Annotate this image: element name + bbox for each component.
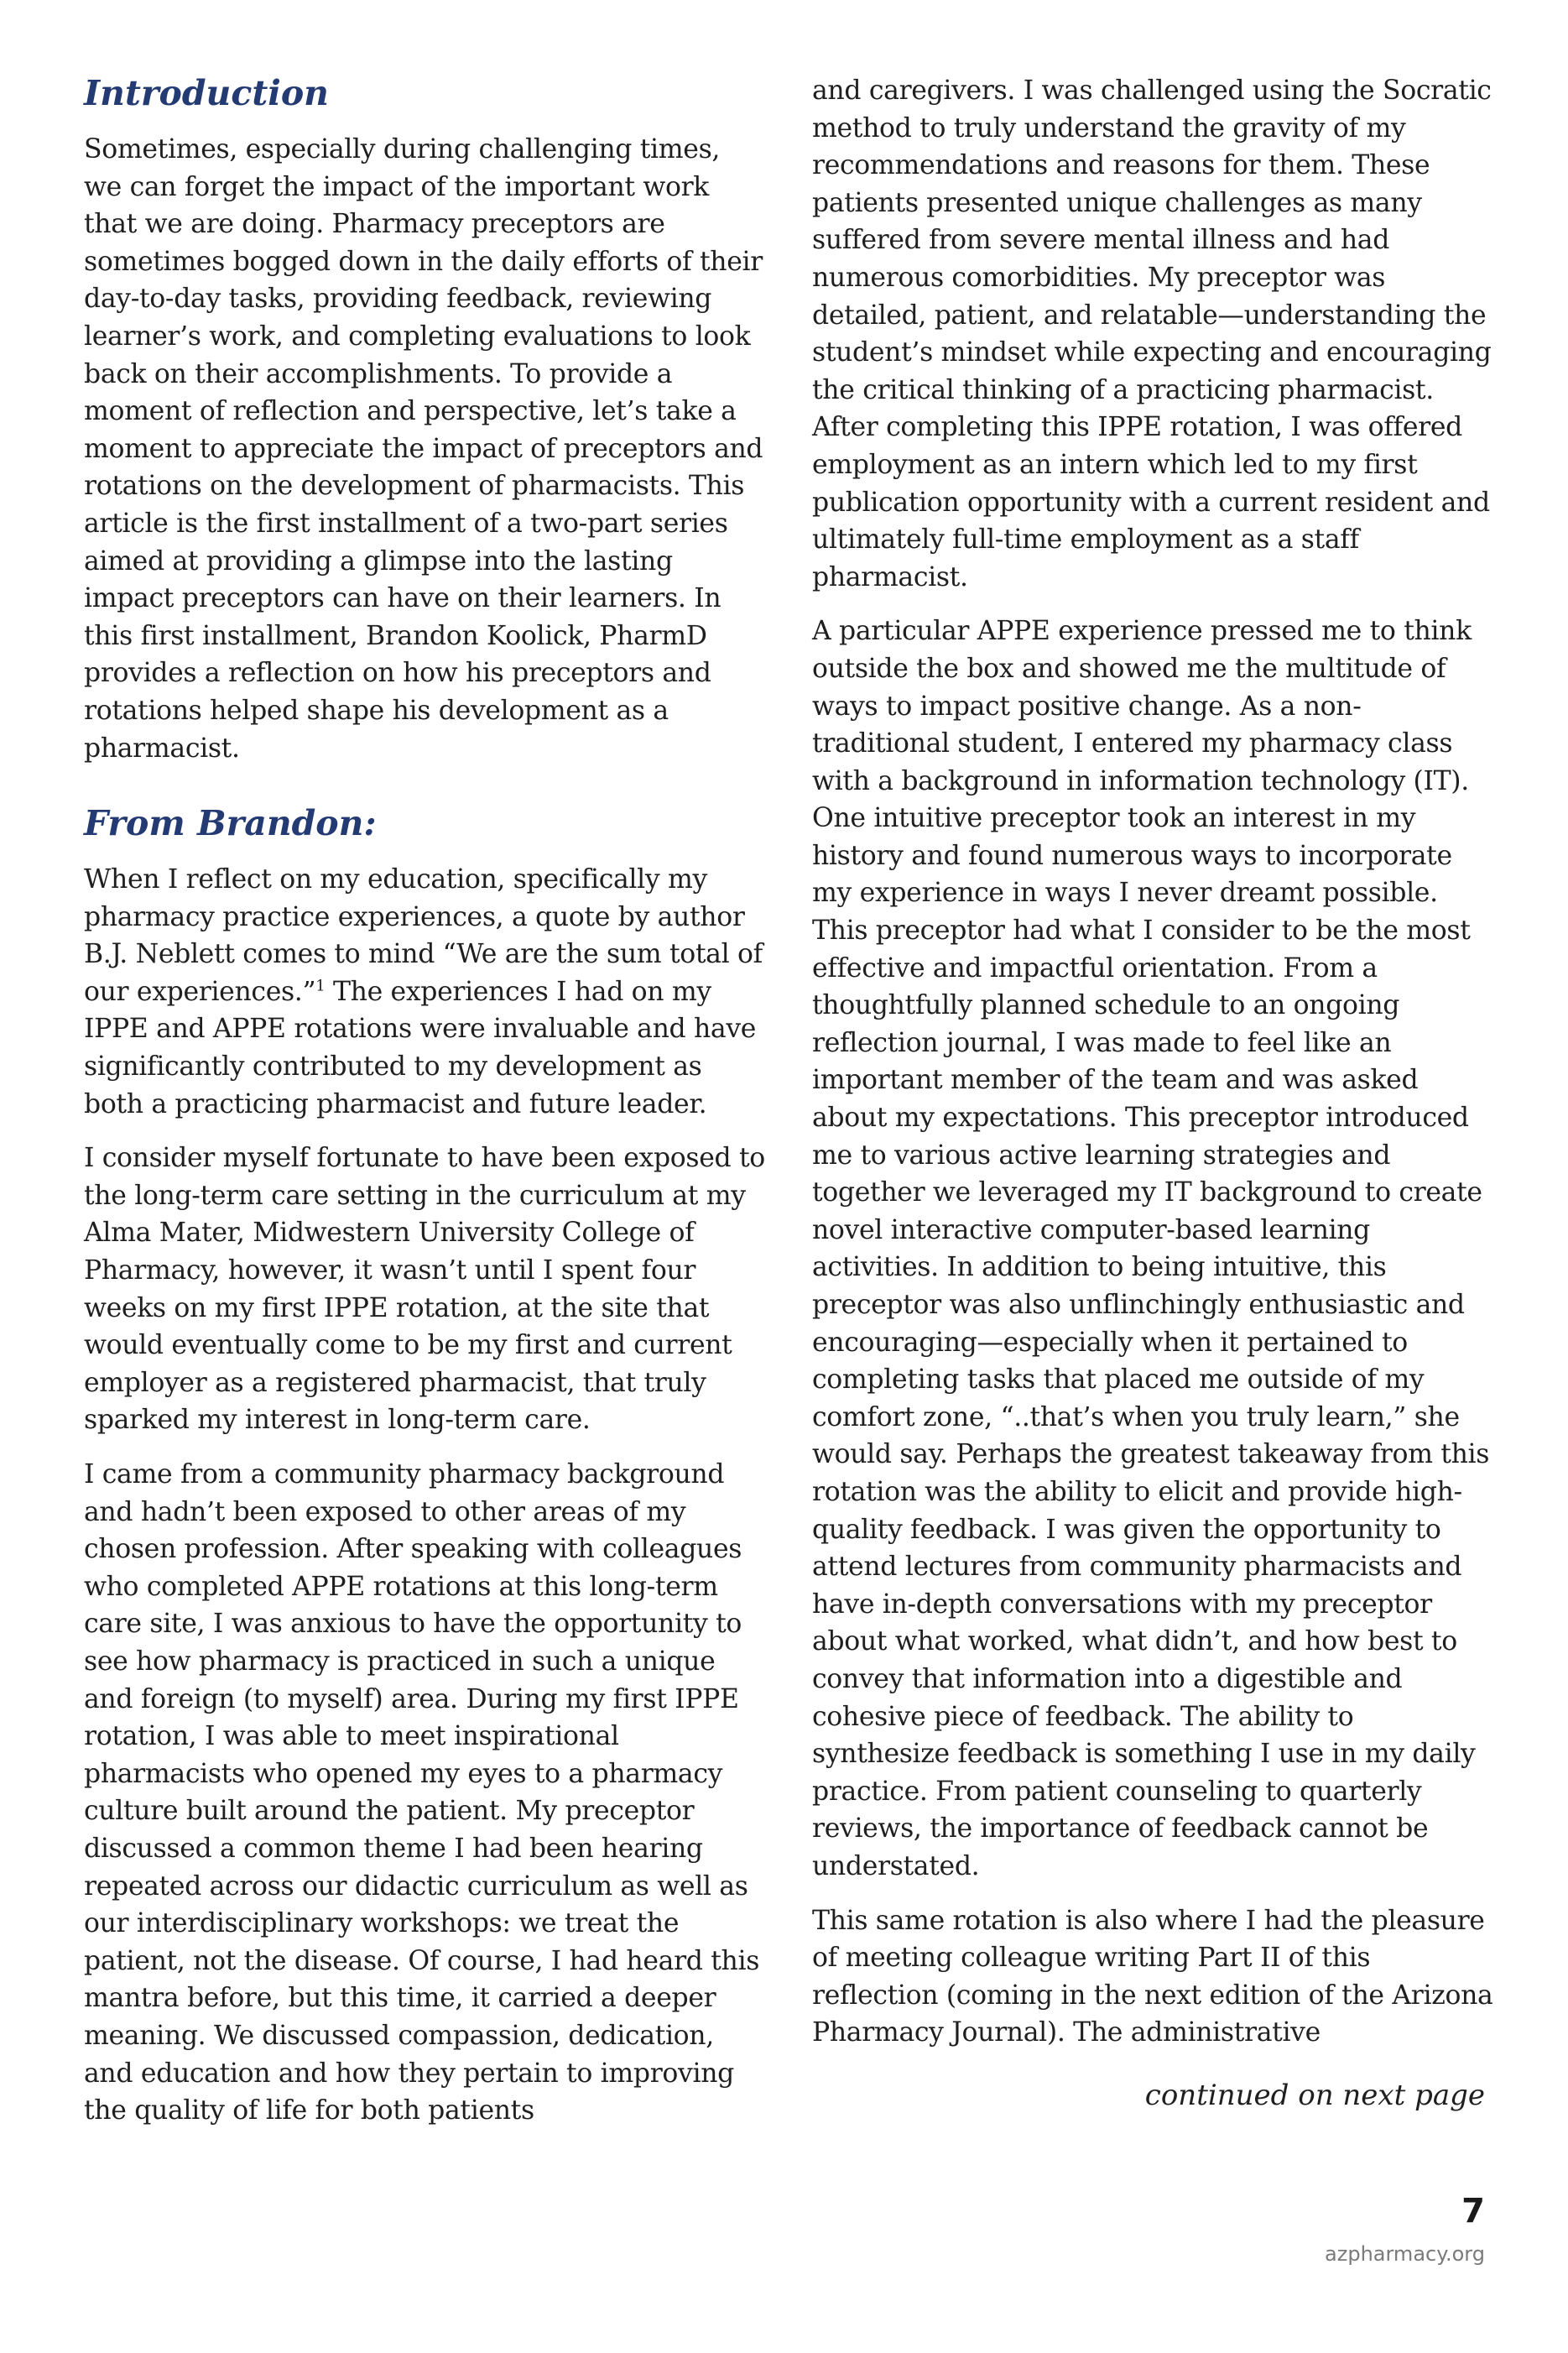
brandon-heading: From Brandon: [84, 803, 377, 844]
right-column [812, 72, 1493, 2069]
brandon-paragraph-3: I came from a community pharmacy background and hadn’t been exposed to other areas of my chosen profession. After speaking with colleagues who completed APPE rotations at this long-term care site, I was anxious to have the opportunity to see how pharmacy is practiced in such a unique and foreign (to myself) area. During my first IPPE rotation, I was able to meet inspirational pharmacists who opened my eyes to a pharmacy culture built around the patient. My preceptor discussed a common theme I had been hearing repeated across our didactic curriculum as well as our interdisciplinary workshops: we treat the patient, not the disease. Of course, I had heard this mantra before, but this time, it carried a deeper meaning. We discussed compassion, dedication, and education and how they pertain to improving the quality of life for both patients [84, 1459, 760, 2126]
brandon-paragraph-1-text-a: When I reflect on my education, specifically my pharmacy practice experiences, a quote by author B.J. Neblett comes to mind “We are the sum total of our experiences.” [84, 864, 763, 1007]
brandon-paragraph-1-text-b: The experiences I had on my IPPE and APPE rotations were invaluable and have significantly contributed to my development as both a practicing pharmacist and future leader. [84, 976, 757, 1119]
continued-note: continued on next page [1144, 2079, 1485, 2112]
right-paragraph-3: This same rotation is also where I had the pleasure of meeting colleague writing Part II of this reflection (coming in the next edition of the Arizona Pharmacy Journal). The administrative [812, 1905, 1493, 2048]
brandon-paragraph-2: I consider myself fortunate to have been exposed to the long-term care setting in the curriculum at my Alma Mater, Midwestern University College of Pharmacy, however, it wasn’t until I spent four weeks on my first IPPE rotation, at the site that would eventually come to be my first and current employer as a registered pharmacist, that truly sparked my interest in long-term care. [84, 1143, 765, 1436]
site-url: azpharmacy.org [1325, 2242, 1485, 2266]
page-number: 7 [1461, 2192, 1485, 2230]
footnote-ref: 1 [315, 977, 326, 995]
left-column [84, 72, 765, 2147]
intro-paragraph: Sometimes, especially during challenging times, we can forget the impact of the important work that we are doing. Pharmacy preceptors are sometimes bogged down in the daily efforts of their day-to-day tasks, providing feedback, reviewing learner’s work, and completing evaluations to look back on their accomplishments. To provide a moment of reflection and perspective, let’s take a moment to appreciate the impact of preceptors and rotations on the development of pharmacists. This article is the first installment of a two-part series aimed at providing a glimpse into the lasting impact preceptors can have on their learners. In this first installment, Brandon Koolick, PharmD provides a reflection on how his preceptors and rotations helped shape his development as a pharmacist. [84, 134, 763, 764]
brandon-paragraph-1 [84, 861, 765, 1123]
right-paragraph-1: and caregivers. I was challenged using the Socratic method to truly understand the gravity of my recommendations and reasons for them. These patients presented unique challenges as many suffered from severe mental illness and had numerous comorbidities. My preceptor was detailed, patient, and relatable—understanding the student’s mindset while expecting and encouraging the critical thinking of a practicing pharmacist. After completing this IPPE rotation, I was offered employment as an intern which led to my first publication opportunity with a current resident and ultimately full-time employment as a staff pharmacist. [812, 76, 1492, 592]
intro-heading: Introduction [84, 73, 329, 113]
right-paragraph-2: A particular APPE experience pressed me to think outside the box and showed me the multitude of ways to impact positive change. As a non-traditional student, I entered my pharmacy class with a background in information technology (IT). One intuitive preceptor took an interest in my history and found numerous ways to incorporate my experience in ways I never dreamt possible. This preceptor had what I consider to be the most effective and impactful orientation. From a thoughtfully planned schedule to an ongoing reflection journal, I was made to feel like an important member of the team and was asked about my expectations. This preceptor introduced me to various active learning strategies and together we leveraged my IT background to create novel interactive computer-based learning activities. In addition to being intuitive, this preceptor was also unflinchingly enthusiastic and encouraging—especially when it pertained to completing tasks that placed me outside of my comfort zone, “..that’s when you truly learn,” she would say. Perhaps the greatest takeaway from this rotation was the ability to elicit and provide high-quality feedback. I was given the opportunity to attend lectures from community pharmacists and have in-depth conversations with my preceptor about what worked, what didn’t, and how best to convey that information into a digestible and cohesive piece of feedback. The ability to synthesize feedback is something I use in my daily practice. From patient counseling to quarterly reviews, the importance of feedback cannot be understated. [812, 616, 1490, 1881]
